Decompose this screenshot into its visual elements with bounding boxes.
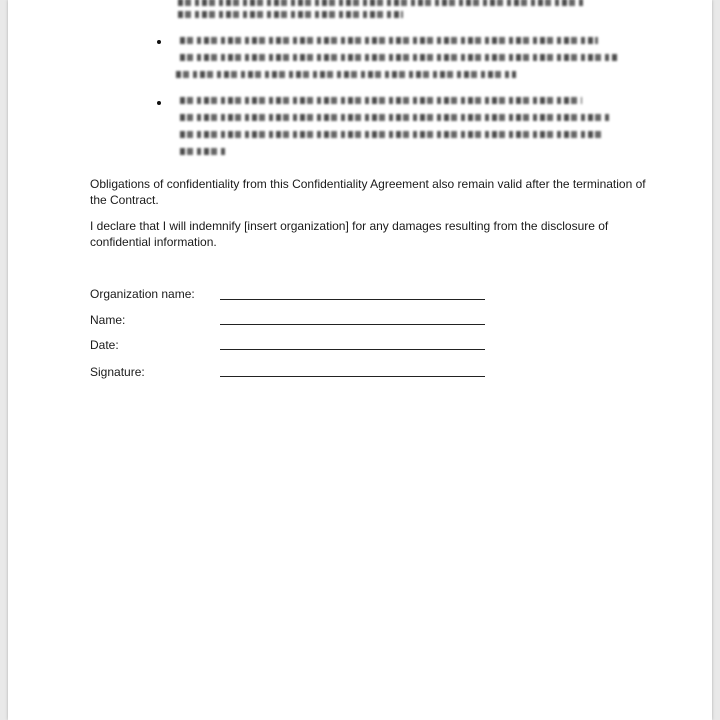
bullet-icon <box>157 101 161 105</box>
signature-field[interactable] <box>220 376 485 377</box>
redacted-line <box>178 11 403 18</box>
organization-name-field[interactable] <box>220 299 485 300</box>
document-page <box>8 0 712 720</box>
confidentiality-validity-paragraph: Obligations of confidentiality from this Confidentiality Agreement also remain valid after the termination of the Contract. <box>90 177 646 207</box>
redacted-line <box>180 37 598 44</box>
redacted-line <box>180 131 605 138</box>
bullet-icon <box>157 40 161 44</box>
name-label: Name: <box>90 313 126 327</box>
redacted-line <box>180 54 618 61</box>
redacted-line <box>178 0 583 6</box>
indemnify-declaration-paragraph: I declare that I will indemnify [insert organization] for any damages resulting from the disclosure of confidential information. <box>90 219 609 249</box>
redacted-line <box>176 71 516 78</box>
organization-name-label: Organization name: <box>90 287 195 301</box>
signature-label: Signature: <box>90 365 145 379</box>
redacted-line <box>180 114 610 121</box>
redacted-line <box>180 148 228 155</box>
date-label: Date: <box>90 338 119 352</box>
name-field[interactable] <box>220 324 485 325</box>
date-field[interactable] <box>220 349 485 350</box>
redacted-line <box>180 97 582 104</box>
